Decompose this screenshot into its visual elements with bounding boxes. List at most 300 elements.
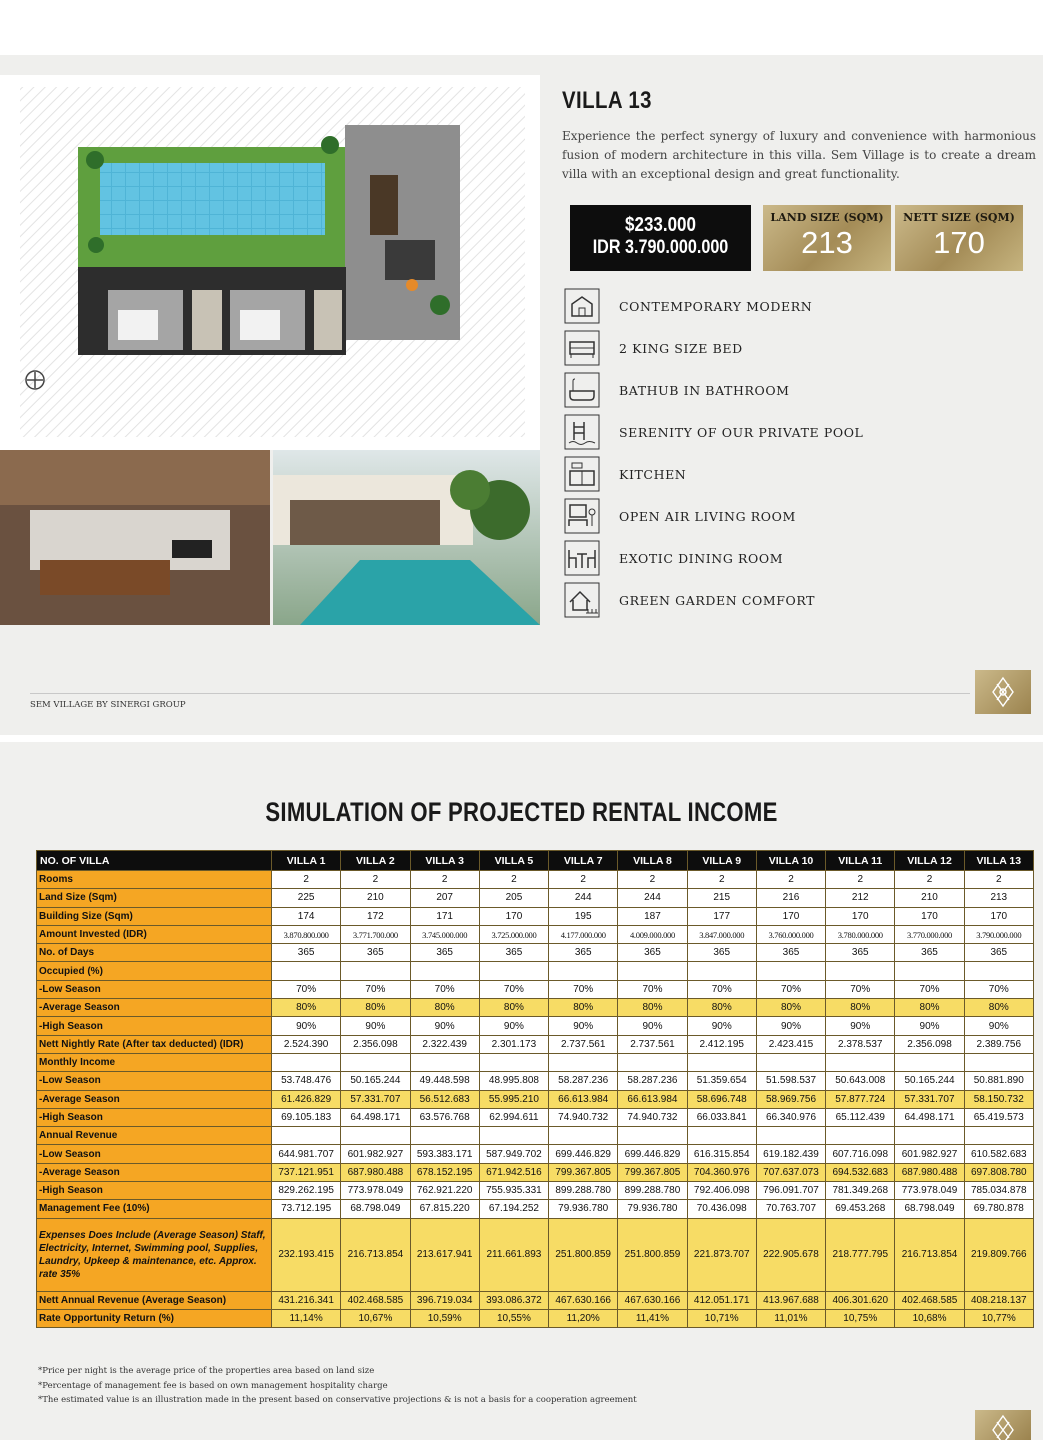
table-cell: 69.105.183 xyxy=(272,1108,341,1126)
pool-icon xyxy=(564,414,600,450)
table-cell: 69.780.878 xyxy=(964,1200,1033,1218)
living-room-icon xyxy=(564,498,600,534)
table-cell: 365 xyxy=(618,944,687,962)
table-cell: 90% xyxy=(687,1017,756,1035)
table-cell xyxy=(410,1053,479,1071)
table-cell: 671.942.516 xyxy=(479,1163,548,1181)
table-cell: 171 xyxy=(410,907,479,925)
table-cell: 90% xyxy=(895,1017,964,1035)
kitchen-icon xyxy=(564,456,600,492)
header-villa: VILLA 2 xyxy=(341,851,410,871)
house-icon xyxy=(564,288,600,324)
table-row xyxy=(37,907,1034,925)
table-cell: 2.423.415 xyxy=(756,1035,825,1053)
table-row xyxy=(37,1182,1034,1200)
table-cell xyxy=(341,962,410,980)
table-cell: 10,67% xyxy=(341,1309,410,1327)
table-cell: 365 xyxy=(687,944,756,962)
table-cell: 221.873.707 xyxy=(687,1218,756,1291)
table-cell: 58.287.236 xyxy=(549,1072,618,1090)
table-cell xyxy=(272,962,341,980)
table-cell xyxy=(272,1053,341,1071)
header-villa: VILLA 11 xyxy=(826,851,895,871)
table-row xyxy=(37,1127,1034,1145)
table-cell: 829.262.195 xyxy=(272,1182,341,1200)
table-cell: 50.881.890 xyxy=(964,1072,1033,1090)
table-cell: 408.218.137 xyxy=(964,1291,1033,1309)
table-cell xyxy=(964,1127,1033,1145)
table-cell: 2.356.098 xyxy=(341,1035,410,1053)
header-label: NO. OF VILLA xyxy=(37,851,272,871)
table-cell: 412.051.171 xyxy=(687,1291,756,1309)
table-cell: 707.637.073 xyxy=(756,1163,825,1181)
table-cell: 251.800.859 xyxy=(549,1218,618,1291)
table-cell: 50.165.244 xyxy=(341,1072,410,1090)
price-idr: IDR 3.790.000.000 xyxy=(592,237,729,258)
table-cell: 11,01% xyxy=(756,1309,825,1327)
table-cell: 216.713.854 xyxy=(341,1218,410,1291)
table-row xyxy=(37,871,1034,889)
table-cell: 616.315.854 xyxy=(687,1145,756,1163)
table-cell: 2 xyxy=(964,871,1033,889)
table-cell: 62.994.611 xyxy=(479,1108,548,1126)
row-label: Rate Opportunity Return (%) xyxy=(37,1309,272,1327)
table-cell: 3.780.000.000 xyxy=(826,925,895,943)
table-cell xyxy=(826,1127,895,1145)
table-row xyxy=(37,1053,1034,1071)
table-cell: 396.719.034 xyxy=(410,1291,479,1309)
header-villa: VILLA 13 xyxy=(964,851,1033,871)
table-row xyxy=(37,1163,1034,1181)
table-cell xyxy=(341,1127,410,1145)
table-cell xyxy=(549,1053,618,1071)
table-cell: 402.468.585 xyxy=(341,1291,410,1309)
table-cell: 216.713.854 xyxy=(895,1218,964,1291)
villa-renders xyxy=(0,450,540,625)
table-cell xyxy=(964,1053,1033,1071)
table-cell xyxy=(549,962,618,980)
table-cell: 70% xyxy=(756,980,825,998)
table-cell xyxy=(895,962,964,980)
table-cell: 56.512.683 xyxy=(410,1090,479,1108)
table-cell: 90% xyxy=(549,1017,618,1035)
table-cell: 2 xyxy=(479,871,548,889)
table-cell: 90% xyxy=(618,1017,687,1035)
footnote: *Percentage of management fee is based on own management hospitality charge xyxy=(38,1380,388,1391)
table-cell: 172 xyxy=(341,907,410,925)
table-cell: 57.331.707 xyxy=(341,1090,410,1108)
table-cell: 170 xyxy=(756,907,825,925)
table-cell: 244 xyxy=(549,889,618,907)
table-cell: 2.301.173 xyxy=(479,1035,548,1053)
feature-item xyxy=(564,288,1004,326)
table-cell xyxy=(687,1127,756,1145)
table-cell: 467.630.166 xyxy=(618,1291,687,1309)
row-label: -High Season xyxy=(37,1108,272,1126)
bathtub-icon xyxy=(564,372,600,408)
table-cell: 70% xyxy=(964,980,1033,998)
table-cell: 210 xyxy=(895,889,964,907)
table-cell: 58.287.236 xyxy=(618,1072,687,1090)
row-label: Occupied (%) xyxy=(37,962,272,980)
table-cell: 70% xyxy=(826,980,895,998)
table-cell: 365 xyxy=(964,944,1033,962)
row-label: -Average Season xyxy=(37,1090,272,1108)
table-cell: 63.576.768 xyxy=(410,1108,479,1126)
row-label: Nett Nightly Rate (After tax deducted) (IDR) xyxy=(37,1035,272,1053)
table-row xyxy=(37,1072,1034,1090)
table-cell: 66.613.984 xyxy=(618,1090,687,1108)
table-cell: 210 xyxy=(341,889,410,907)
table-cell: 51.359.654 xyxy=(687,1072,756,1090)
table-cell: 10,55% xyxy=(479,1309,548,1327)
table-cell: 2 xyxy=(272,871,341,889)
table-cell: 57.877.724 xyxy=(826,1090,895,1108)
row-label: -Low Season xyxy=(37,980,272,998)
table-cell: 170 xyxy=(964,907,1033,925)
table-cell: 619.182.439 xyxy=(756,1145,825,1163)
table-cell: 10,59% xyxy=(410,1309,479,1327)
feature-label: CONTEMPORARY MODERN xyxy=(619,299,813,314)
table-cell: 187 xyxy=(618,907,687,925)
row-label: Land Size (Sqm) xyxy=(37,889,272,907)
table-cell: 365 xyxy=(479,944,548,962)
table-cell: 70% xyxy=(479,980,548,998)
table-cell: 607.716.098 xyxy=(826,1145,895,1163)
table-cell: 65.419.573 xyxy=(964,1108,1033,1126)
table-cell xyxy=(618,1127,687,1145)
feature-label: BATHUB IN BATHROOM xyxy=(619,383,790,398)
row-label: Rooms xyxy=(37,871,272,889)
row-label: Expenses Does Include (Average Season) Staff, Electricity, Internet, Swimming pool, Supplies, Laundry, Upkeep & maintenance, etc. Approx. rate 35% xyxy=(37,1218,272,1291)
table-cell: 50.165.244 xyxy=(895,1072,964,1090)
table-cell: 74.940.732 xyxy=(549,1108,618,1126)
table-cell: 2 xyxy=(549,871,618,889)
table-cell: 2 xyxy=(895,871,964,889)
table-cell: 80% xyxy=(618,999,687,1017)
row-label: -High Season xyxy=(37,1182,272,1200)
table-cell: 2.524.390 xyxy=(272,1035,341,1053)
table-cell: 219.809.766 xyxy=(964,1218,1033,1291)
table-cell: 70% xyxy=(341,980,410,998)
row-label: Amount Invested (IDR) xyxy=(37,925,272,943)
price-usd: $233.000 xyxy=(625,214,696,236)
table-cell xyxy=(410,962,479,980)
table-cell xyxy=(479,1127,548,1145)
table-cell: 70.763.707 xyxy=(756,1200,825,1218)
header-villa: VILLA 9 xyxy=(687,851,756,871)
table-cell xyxy=(272,1127,341,1145)
header-villa: VILLA 7 xyxy=(549,851,618,871)
table-cell: 593.383.171 xyxy=(410,1145,479,1163)
bed-icon xyxy=(564,330,600,366)
table-header-row xyxy=(37,851,1034,871)
rental-income-table xyxy=(36,850,1034,1328)
table-cell: 799.367.805 xyxy=(618,1163,687,1181)
table-cell: 80% xyxy=(410,999,479,1017)
table-cell: 244 xyxy=(618,889,687,907)
nett-size-value: 170 xyxy=(933,225,985,260)
table-cell: 699.446.829 xyxy=(618,1145,687,1163)
table-cell: 2 xyxy=(756,871,825,889)
table-cell: 2.737.561 xyxy=(549,1035,618,1053)
table-cell: 2.322.439 xyxy=(410,1035,479,1053)
table-cell: 687.980.488 xyxy=(341,1163,410,1181)
land-size-value: 213 xyxy=(801,225,853,260)
header-villa: VILLA 12 xyxy=(895,851,964,871)
floor-plan-drawing xyxy=(0,75,540,450)
table-cell: 899.288.780 xyxy=(618,1182,687,1200)
table-cell: 781.349.268 xyxy=(826,1182,895,1200)
table-cell: 53.748.476 xyxy=(272,1072,341,1090)
table-cell xyxy=(618,1053,687,1071)
table-cell: 90% xyxy=(964,1017,1033,1035)
table-cell: 58.696.748 xyxy=(687,1090,756,1108)
header-villa: VILLA 3 xyxy=(410,851,479,871)
table-cell: 467.630.166 xyxy=(549,1291,618,1309)
footnotes xyxy=(38,1364,637,1408)
table-cell: 50.643.008 xyxy=(826,1072,895,1090)
table-cell xyxy=(756,1127,825,1145)
table-cell: 11,14% xyxy=(272,1309,341,1327)
feature-item xyxy=(564,372,1004,410)
table-cell: 365 xyxy=(341,944,410,962)
row-label: Annual Revenue xyxy=(37,1127,272,1145)
table-cell: 4.177.000.000 xyxy=(549,925,618,943)
table-cell: 90% xyxy=(479,1017,548,1035)
table-cell xyxy=(964,962,1033,980)
row-label: -Average Season xyxy=(37,999,272,1017)
table-cell: 212 xyxy=(826,889,895,907)
row-label: Management Fee (10%) xyxy=(37,1200,272,1218)
footer-brand: SEM VILLAGE BY SINERGI GROUP xyxy=(30,700,186,710)
table-cell: 66.033.841 xyxy=(687,1108,756,1126)
table-cell: 69.453.268 xyxy=(826,1200,895,1218)
table-cell: 90% xyxy=(756,1017,825,1035)
table-cell: 762.921.220 xyxy=(410,1182,479,1200)
table-cell: 48.995.808 xyxy=(479,1072,548,1090)
table-cell: 644.981.707 xyxy=(272,1145,341,1163)
table-row xyxy=(37,962,1034,980)
table-cell: 431.216.341 xyxy=(272,1291,341,1309)
table-cell: 3.725.000.000 xyxy=(479,925,548,943)
table-cell: 365 xyxy=(826,944,895,962)
table-cell xyxy=(895,1053,964,1071)
table-cell: 365 xyxy=(272,944,341,962)
table-cell xyxy=(618,962,687,980)
table-cell: 2.412.195 xyxy=(687,1035,756,1053)
table-cell: 3.760.000.000 xyxy=(756,925,825,943)
table-cell: 365 xyxy=(756,944,825,962)
table-cell xyxy=(479,962,548,980)
floor-plan xyxy=(0,75,540,450)
table-cell: 11,41% xyxy=(618,1309,687,1327)
table-cell: 58.150.732 xyxy=(964,1090,1033,1108)
table-cell: 64.498.171 xyxy=(895,1108,964,1126)
table-cell: 195 xyxy=(549,907,618,925)
table-cell: 55.995.210 xyxy=(479,1090,548,1108)
table-cell: 80% xyxy=(895,999,964,1017)
table-cell: 251.800.859 xyxy=(618,1218,687,1291)
feature-item xyxy=(564,456,1004,494)
table-cell: 49.448.598 xyxy=(410,1072,479,1090)
table-cell: 225 xyxy=(272,889,341,907)
table-cell: 216 xyxy=(756,889,825,907)
table-cell: 737.121.951 xyxy=(272,1163,341,1181)
logo-mark-icon xyxy=(975,1410,1031,1440)
table-row xyxy=(37,889,1034,907)
table-cell: 3.745.000.000 xyxy=(410,925,479,943)
table-cell: 80% xyxy=(549,999,618,1017)
villa-description: Experience the perfect synergy of luxury and convenience with harmonious fusion of modern architecture in this villa. Sem Village is to create a dream villa with an exceptional design and great functionality. xyxy=(562,129,1036,181)
table-cell: 4.009.000.000 xyxy=(618,925,687,943)
table-cell: 10,77% xyxy=(964,1309,1033,1327)
table-cell: 51.598.537 xyxy=(756,1072,825,1090)
row-label: Monthly Income xyxy=(37,1053,272,1071)
table-row xyxy=(37,1200,1034,1218)
header-villa: VILLA 1 xyxy=(272,851,341,871)
table-cell: 694.532.683 xyxy=(826,1163,895,1181)
table-row xyxy=(37,944,1034,962)
table-cell xyxy=(479,1053,548,1071)
table-cell: 3.771.700.000 xyxy=(341,925,410,943)
table-cell: 80% xyxy=(687,999,756,1017)
simulation-title: SIMULATION OF PROJECTED RENTAL INCOME xyxy=(265,797,778,827)
table-cell: 74.940.732 xyxy=(618,1108,687,1126)
table-cell: 70% xyxy=(272,980,341,998)
table-cell: 2.378.537 xyxy=(826,1035,895,1053)
table-cell: 2.356.098 xyxy=(895,1035,964,1053)
table-row xyxy=(37,1291,1034,1309)
table-cell: 10,68% xyxy=(895,1309,964,1327)
row-label: Building Size (Sqm) xyxy=(37,907,272,925)
logo-mark-icon xyxy=(975,670,1031,714)
table-cell: 170 xyxy=(479,907,548,925)
table-cell: 66.613.984 xyxy=(549,1090,618,1108)
table-cell: 799.367.805 xyxy=(549,1163,618,1181)
table-cell: 73.712.195 xyxy=(272,1200,341,1218)
feature-label: OPEN AIR LIVING ROOM xyxy=(619,509,796,524)
footer-divider xyxy=(30,693,970,694)
table-cell: 365 xyxy=(895,944,964,962)
table-cell: 232.193.415 xyxy=(272,1218,341,1291)
table-cell: 3.790.000.000 xyxy=(964,925,1033,943)
table-row xyxy=(37,1145,1034,1163)
table-cell: 2 xyxy=(341,871,410,889)
table-cell: 67.815.220 xyxy=(410,1200,479,1218)
table-cell xyxy=(895,1127,964,1145)
table-cell: 773.978.049 xyxy=(341,1182,410,1200)
table-cell: 10,71% xyxy=(687,1309,756,1327)
table-row xyxy=(37,1017,1034,1035)
table-cell xyxy=(410,1127,479,1145)
footnote: *The estimated value is an illustration made in the present based on conservative projections & is not a basis for a cooperation agreement xyxy=(38,1395,637,1405)
table-cell: 687.980.488 xyxy=(895,1163,964,1181)
table-cell: 58.969.756 xyxy=(756,1090,825,1108)
table-row xyxy=(37,1090,1034,1108)
row-label: -Low Season xyxy=(37,1145,272,1163)
table-cell: 3.847.000.000 xyxy=(687,925,756,943)
table-cell: 704.360.976 xyxy=(687,1163,756,1181)
feature-item xyxy=(564,540,1004,578)
table-cell: 393.086.372 xyxy=(479,1291,548,1309)
table-cell: 406.301.620 xyxy=(826,1291,895,1309)
villa-title: VILLA 13 xyxy=(562,87,652,114)
table-cell: 222.905.678 xyxy=(756,1218,825,1291)
table-cell: 90% xyxy=(272,1017,341,1035)
table-cell: 610.582.683 xyxy=(964,1145,1033,1163)
table-cell: 785.034.878 xyxy=(964,1182,1033,1200)
table-cell: 413.967.688 xyxy=(756,1291,825,1309)
header-villa: VILLA 8 xyxy=(618,851,687,871)
table-cell: 2 xyxy=(687,871,756,889)
table-row xyxy=(37,925,1034,943)
table-cell xyxy=(341,1053,410,1071)
row-label: -Average Season xyxy=(37,1163,272,1181)
table-cell: 2 xyxy=(410,871,479,889)
table-cell: 899.288.780 xyxy=(549,1182,618,1200)
table-cell: 211.661.893 xyxy=(479,1218,548,1291)
table-cell: 80% xyxy=(479,999,548,1017)
table-cell: 601.982.927 xyxy=(341,1145,410,1163)
table-cell: 678.152.195 xyxy=(410,1163,479,1181)
table-cell: 218.777.795 xyxy=(826,1218,895,1291)
table-cell: 2 xyxy=(826,871,895,889)
feature-label: KITCHEN xyxy=(619,467,687,482)
header-villa: VILLA 5 xyxy=(479,851,548,871)
table-cell xyxy=(756,962,825,980)
table-cell xyxy=(549,1127,618,1145)
table-row xyxy=(37,999,1034,1017)
table-cell: 80% xyxy=(756,999,825,1017)
simulation-page xyxy=(0,742,1043,1440)
table-row xyxy=(37,1309,1034,1327)
table-row xyxy=(37,1035,1034,1053)
table-cell: 699.446.829 xyxy=(549,1145,618,1163)
table-cell: 773.978.049 xyxy=(895,1182,964,1200)
table-cell: 170 xyxy=(895,907,964,925)
table-cell: 80% xyxy=(826,999,895,1017)
feature-label: GREEN GARDEN COMFORT xyxy=(619,593,816,608)
table-cell: 170 xyxy=(826,907,895,925)
table-cell: 66.340.976 xyxy=(756,1108,825,1126)
land-size-label: LAND SIZE (SQM) xyxy=(770,211,884,224)
table-cell: 2.389.756 xyxy=(964,1035,1033,1053)
table-cell: 365 xyxy=(549,944,618,962)
brand-logo xyxy=(975,670,1031,714)
table-cell: 70% xyxy=(410,980,479,998)
table-cell: 213 xyxy=(964,889,1033,907)
table-row xyxy=(37,1108,1034,1126)
table-cell: 70.436.098 xyxy=(687,1200,756,1218)
row-label: No. of Days xyxy=(37,944,272,962)
feature-item xyxy=(564,582,1004,620)
footnote: *Price per night is the average price of the properties area based on land size xyxy=(38,1366,375,1376)
table-cell: 67.194.252 xyxy=(479,1200,548,1218)
row-label: -High Season xyxy=(37,1017,272,1035)
brand-logo xyxy=(975,1410,1031,1440)
table-cell: 796.091.707 xyxy=(756,1182,825,1200)
table-cell: 3.770.000.000 xyxy=(895,925,964,943)
table-cell: 215 xyxy=(687,889,756,907)
table-cell xyxy=(687,962,756,980)
table-cell: 10,75% xyxy=(826,1309,895,1327)
table-cell: 68.798.049 xyxy=(341,1200,410,1218)
table-cell: 64.498.171 xyxy=(341,1108,410,1126)
table-cell: 177 xyxy=(687,907,756,925)
table-cell: 90% xyxy=(341,1017,410,1035)
table-cell: 2 xyxy=(618,871,687,889)
